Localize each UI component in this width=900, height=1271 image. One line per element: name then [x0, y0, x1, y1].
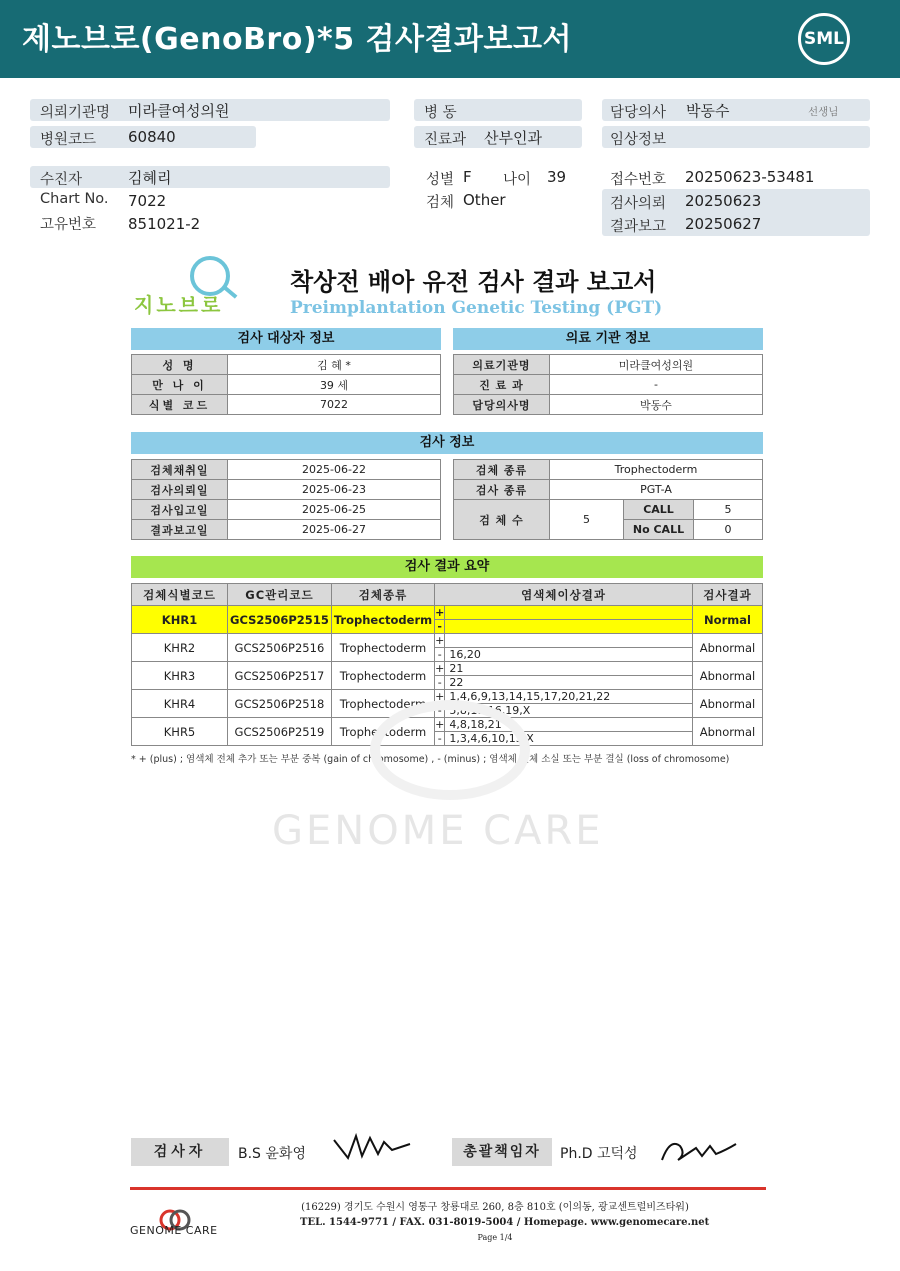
gc-code: GCS2506P2515 — [228, 606, 332, 634]
specimen-label: 검체 — [426, 195, 455, 211]
report-title: 착상전 배아 유전 검사 결과 보고서 — [290, 268, 657, 296]
chief-signature-icon — [656, 1130, 738, 1166]
plus-chromosomes: 21 — [445, 662, 693, 676]
count-key: 검 체 수 — [454, 500, 550, 540]
table-row — [132, 606, 763, 620]
tester-signature-icon — [330, 1130, 412, 1164]
institution-key: 의료기관명 — [454, 355, 550, 375]
sample-type: Trophectoderm — [331, 634, 434, 662]
nocall-value: 0 — [694, 520, 763, 540]
test-type-value: PGT-A — [550, 480, 763, 500]
patient-value: 김혜리 — [128, 169, 172, 187]
minus-sign: - — [435, 648, 445, 662]
req-org-label: 의뢰기관명 — [40, 105, 111, 121]
subject-key: 식별 코드 — [132, 395, 228, 415]
test-value: 2025-06-25 — [228, 500, 441, 520]
test-value: 2025-06-22 — [228, 460, 441, 480]
sample-id: KHR1 — [132, 606, 228, 634]
patient-label: 수진자 — [40, 172, 83, 188]
plus-sign: + — [435, 718, 445, 731]
patient-pill — [30, 166, 390, 188]
test-value: 2025-06-23 — [228, 480, 441, 500]
gc-code: GCS2506P2519 — [228, 718, 332, 746]
test-key: 검사입고일 — [132, 500, 228, 520]
sample-type: Trophectoderm — [331, 606, 434, 634]
doctor-suffix: 선생님 — [808, 106, 839, 118]
test-value: 2025-06-27 — [228, 520, 441, 540]
footer-page: Page 1/4 — [477, 1233, 513, 1242]
subject-value: 7022 — [228, 395, 441, 415]
minus-sign: - — [435, 676, 445, 690]
dept-label: 진료과 — [424, 132, 467, 148]
summary-note: * + (plus) ; 염색체 전체 추가 또는 부분 중복 (gain of chromosome) , - (minus) ; 염색체 전체 소실 또는 부분 결실 (loss of chromosome) — [131, 754, 730, 765]
minus-sign: - — [435, 620, 445, 634]
hosp-code-label: 병원코드 — [40, 132, 97, 148]
plus-chromosomes — [445, 634, 693, 648]
nocall-key: No CALL — [624, 520, 694, 540]
test-type-key: 검사 종류 — [454, 480, 550, 500]
minus-sign: - — [435, 704, 445, 718]
footer-contact-line: TEL. 1544-9771 / FAX. 031-8019-5004 / Homepage. www.genomecare.net — [300, 1217, 710, 1228]
table-row — [132, 662, 763, 676]
test-key: 검사의뢰일 — [132, 480, 228, 500]
tester-label: 검사자 — [131, 1138, 229, 1166]
req-date-label: 검사의뢰 — [610, 196, 667, 212]
chief-label: 총괄책임자 — [452, 1138, 552, 1166]
result: Abnormal — [693, 718, 763, 746]
receipt-label: 접수번호 — [610, 172, 667, 188]
minus-sign: - — [435, 732, 445, 746]
doctor-value: 박동수 — [686, 102, 730, 120]
sample-type: Trophectoderm — [331, 662, 434, 690]
footer-address-line: (16229) 경기도 수원시 영통구 창룡대로 260, 8층 810호 (이의동, 광교센트럴비즈타워) — [301, 1202, 689, 1213]
test-key: 검체채취일 — [132, 460, 228, 480]
report-header-title: 제노브로(GenoBro)*5 검사결과보고서 — [22, 22, 572, 57]
report-subtitle: Preimplantation Genetic Testing (PGT) — [290, 298, 663, 318]
test-detail-table — [453, 459, 763, 540]
plus-sign: + — [435, 662, 445, 675]
hosp-code-value: 60840 — [128, 128, 176, 146]
institution-header: 의료 기관 정보 — [453, 328, 763, 350]
institution-value: - — [550, 375, 763, 395]
subject-key: 만 나 이 — [132, 375, 228, 395]
subject-value: 김 혜 * — [228, 355, 441, 375]
sample-type: Trophectoderm — [331, 718, 434, 746]
plus-sign: + — [435, 690, 445, 703]
chart-value: 7022 — [128, 192, 167, 210]
sample-id: KHR3 — [132, 662, 228, 690]
test-header: 검사 정보 — [131, 432, 763, 454]
watermark-text: GENOME CARE — [272, 808, 604, 854]
plus-sign: + — [435, 634, 445, 647]
sex-value: F — [463, 168, 472, 186]
specimen-type-value: Trophectoderm — [550, 460, 763, 480]
footer-address — [300, 1200, 710, 1245]
minus-chromosomes: 16,20 — [445, 648, 693, 662]
result: Abnormal — [693, 690, 763, 718]
genobro-logo-tail — [223, 285, 238, 298]
footer-divider — [130, 1187, 766, 1190]
result: Abnormal — [693, 662, 763, 690]
report-date-value: 20250627 — [685, 215, 762, 233]
report-header — [0, 0, 900, 78]
tester-name: B.S 윤화영 — [238, 1146, 306, 1162]
uid-value: 851021-2 — [128, 215, 201, 233]
minus-chromosomes: 22 — [445, 676, 693, 690]
chart-label: Chart No. — [40, 191, 109, 207]
summary-header: 검사 결과 요약 — [131, 556, 763, 578]
report-date-label: 결과보고 — [610, 219, 667, 235]
sample-type: Trophectoderm — [331, 690, 434, 718]
col-gc: GC관리코드 — [228, 584, 332, 606]
col-result: 검사결과 — [693, 584, 763, 606]
doctor-label: 담당의사 — [610, 105, 667, 121]
subject-header: 검사 대상자 정보 — [131, 328, 441, 350]
minus-chromosomes: 1,3,4,6,10,13,X — [445, 732, 693, 746]
ward-label: 병 동 — [424, 105, 457, 121]
gc-code: GCS2506P2518 — [228, 690, 332, 718]
uid-label: 고유번호 — [40, 217, 97, 233]
result: Abnormal — [693, 634, 763, 662]
institution-value: 미라클여성의원 — [550, 355, 763, 375]
plus-chromosomes — [445, 606, 693, 620]
genobro-logo-text: 지노브로 — [134, 293, 224, 317]
result: Normal — [693, 606, 763, 634]
gc-code: GCS2506P2517 — [228, 662, 332, 690]
specimen-value: Other — [463, 191, 506, 209]
plus-chromosomes: 1,4,6,9,13,14,15,17,20,21,22 — [445, 690, 693, 704]
minus-chromosomes: 5,8,11,16,19,X — [445, 704, 693, 718]
table-row — [132, 634, 763, 648]
minus-chromosomes — [445, 620, 693, 634]
req-org-value: 미라클여성의원 — [128, 102, 230, 120]
institution-value: 박동수 — [550, 395, 763, 415]
sample-id: KHR2 — [132, 634, 228, 662]
col-type: 검체종류 — [331, 584, 434, 606]
subject-key: 성 명 — [132, 355, 228, 375]
genome-care-logo-text: GENOME CARE — [130, 1224, 218, 1237]
age-value: 39 — [547, 168, 567, 186]
test-dates-table — [131, 459, 441, 540]
sample-id: KHR4 — [132, 690, 228, 718]
sex-label: 성별 — [426, 172, 455, 188]
sml-logo: SML — [798, 13, 850, 65]
watermark-logo-icon — [370, 700, 530, 800]
dept-value: 산부인과 — [484, 129, 542, 147]
chief-name: Ph.D 고덕성 — [560, 1146, 638, 1162]
age-label: 나이 — [503, 172, 532, 188]
call-value: 5 — [694, 500, 763, 520]
subject-value: 39 세 — [228, 375, 441, 395]
institution-key: 진 료 과 — [454, 375, 550, 395]
institution-key: 담당의사명 — [454, 395, 550, 415]
col-id: 검체식별코드 — [132, 584, 228, 606]
col-abnormal: 염색체이상결과 — [435, 584, 693, 606]
plus-chromosomes: 4,8,18,21 — [445, 718, 693, 732]
institution-table — [453, 354, 763, 415]
gc-code: GCS2506P2516 — [228, 634, 332, 662]
specimen-type-key: 검체 종류 — [454, 460, 550, 480]
req-date-value: 20250623 — [685, 192, 762, 210]
sample-id: KHR5 — [132, 718, 228, 746]
subject-table — [131, 354, 441, 415]
call-key: CALL — [624, 500, 694, 520]
receipt-value: 20250623-53481 — [685, 168, 815, 186]
plus-sign: + — [435, 606, 445, 619]
count-value: 5 — [550, 500, 624, 540]
test-key: 결과보고일 — [132, 520, 228, 540]
clinical-label: 임상정보 — [610, 132, 667, 148]
